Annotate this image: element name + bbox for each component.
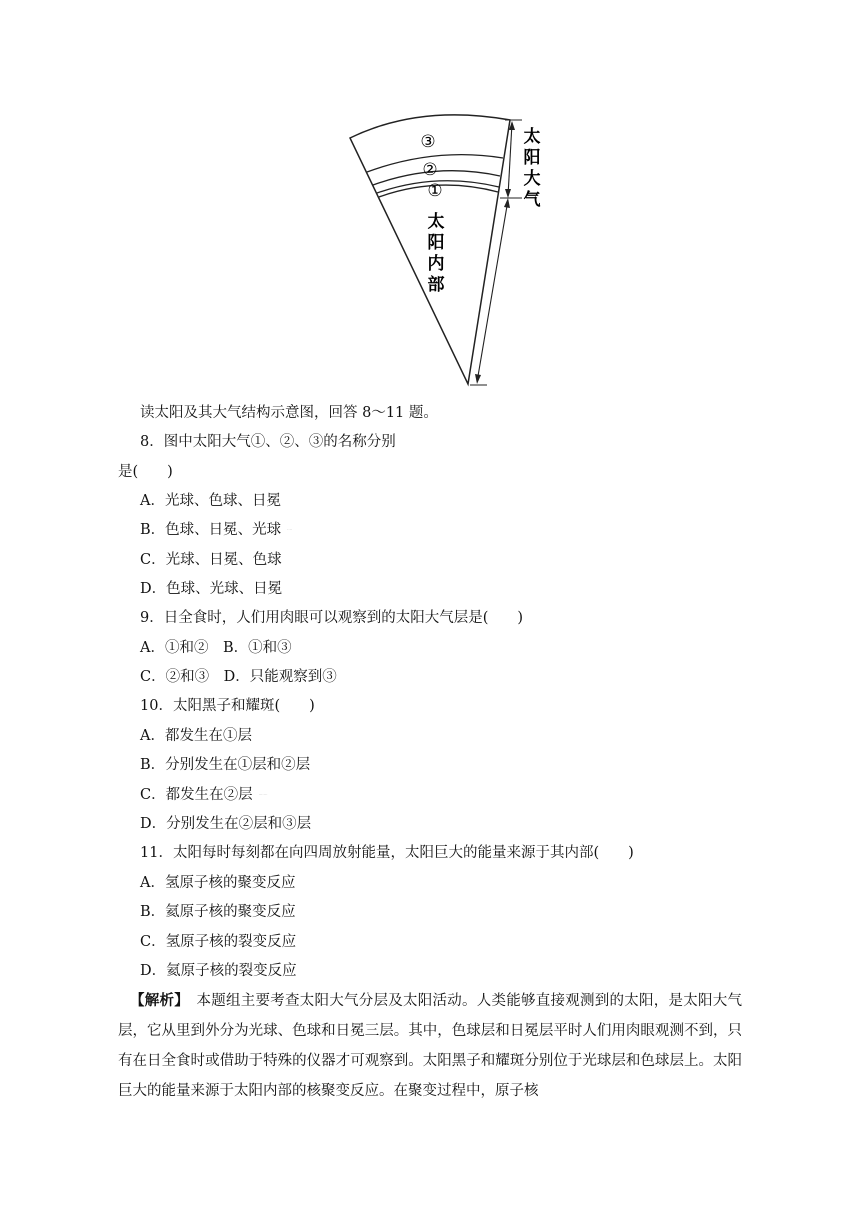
layer-1-label: ①	[427, 181, 443, 201]
atmosphere-label-3: 大	[523, 169, 541, 189]
sun-structure-diagram	[340, 112, 560, 392]
q8-option-d: D．色球、光球、日冕	[140, 581, 283, 597]
atmosphere-arrow	[508, 123, 512, 196]
q10-option-a: A．都发生在①层	[140, 728, 252, 744]
q11-option-d: D．氦原子核的裂变反应	[140, 963, 297, 979]
q10-option-c: C．都发生在②层	[140, 787, 253, 803]
analysis-paragraph	[118, 986, 742, 1106]
analysis-text: 本题组主要考查太阳大气分层及太阳活动。人类能够直接观测到的太阳，是太阳大气层，它从里到外分为光球、色球和日冕三层。其中，色球层和日冕层平时人们用肉眼观测不到，只有在日全食时或借助于特殊的仪器才可观察到。太阳黑子和耀斑分别位于光球层和色球层上。太阳巨大的能量来源于太阳内部的核聚变反应。在聚变过程中，原子核	[118, 993, 742, 1099]
intro-text: 读太阳及其大气结构示意图，回答 8～11 题。	[140, 405, 438, 421]
watermark-mark: ·······	[258, 792, 268, 797]
q10-option-c-row	[140, 785, 268, 805]
atmosphere-label-4: 气	[523, 190, 541, 210]
interior-label-3: 内	[427, 254, 445, 274]
q8-stem-a: 8．图中太阳大气①、②、③的名称分别	[140, 434, 396, 450]
q8-option-b: B．色球、日冕、光球	[140, 522, 282, 538]
q9-option-cd: C．②和③ D．只能观察到③	[140, 669, 337, 685]
q8-option-c: C．光球、日冕、色球	[140, 552, 282, 568]
q10-option-b: B．分别发生在①层和②层	[140, 757, 311, 773]
layer-3-label: ③	[420, 132, 436, 152]
watermark-mark: ····	[287, 527, 293, 532]
analysis-label: 【解析】	[130, 992, 182, 1009]
interior-label-2: 阳	[427, 233, 445, 253]
q10-option-d: D．分别发生在②层和③层	[140, 816, 312, 832]
interior-label-1: 太	[427, 212, 445, 232]
layer-2-label: ②	[422, 160, 438, 180]
atmosphere-label-2: 阳	[523, 148, 541, 168]
q10-stem: 10．太阳黑子和耀斑( )	[140, 698, 315, 714]
q9-option-ab: A．①和② B．①和③	[140, 640, 292, 656]
q9-stem: 9．日全食时，人们用肉眼可以观察到的太阳大气层是( )	[140, 610, 524, 626]
atmosphere-label-1: 太	[523, 127, 541, 147]
q8-option-a: A．光球、色球、日冕	[140, 493, 281, 509]
q11-option-b: B．氦原子核的聚变反应	[140, 904, 296, 920]
q8-option-b-row	[140, 520, 292, 540]
q8-stem-b: 是( )	[118, 464, 173, 480]
q11-stem: 11．太阳每时每刻都在向四周放射能量，太阳巨大的能量来源于其内部( )	[140, 845, 634, 861]
q11-option-a: A．氢原子核的聚变反应	[140, 875, 296, 891]
interior-label-4: 部	[427, 275, 445, 295]
q11-option-c: C．氢原子核的裂变反应	[140, 934, 297, 950]
